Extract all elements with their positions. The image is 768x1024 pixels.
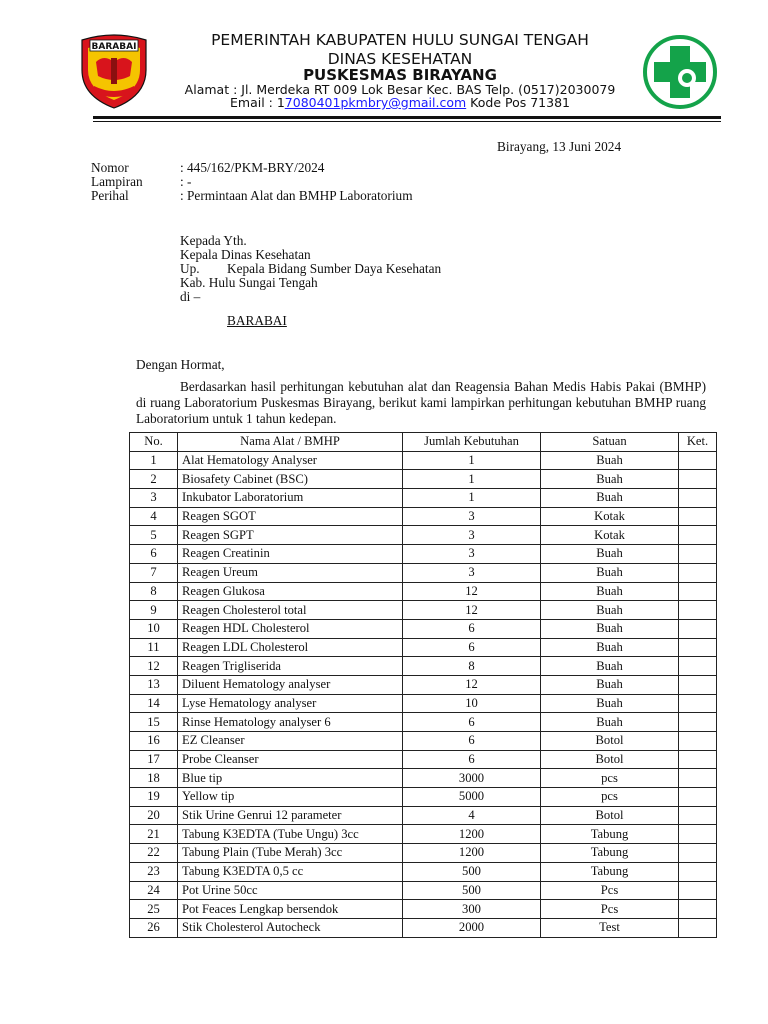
col-qty: Jumlah Kebutuhan bbox=[403, 433, 541, 452]
cell-unit: Buah bbox=[541, 657, 679, 676]
cell-no: 25 bbox=[130, 900, 178, 919]
table-row bbox=[130, 769, 717, 788]
cell-unit: Test bbox=[541, 918, 679, 937]
cell-unit: Kotak bbox=[541, 507, 679, 526]
cell-unit: Buah bbox=[541, 451, 679, 470]
cell-qty: 3000 bbox=[403, 769, 541, 788]
cell-qty: 6 bbox=[403, 732, 541, 751]
postal-code: Kode Pos 71381 bbox=[466, 95, 570, 110]
table-row bbox=[130, 657, 717, 676]
meta-value-nomor: : 445/162/PKM-BRY/2024 bbox=[180, 160, 325, 175]
cell-name: Tabung K3EDTA 0,5 cc bbox=[178, 862, 403, 881]
cell-unit: Buah bbox=[541, 675, 679, 694]
cell-unit: Tabung bbox=[541, 825, 679, 844]
salutation: Dengan Hormat, bbox=[136, 357, 225, 372]
table-row bbox=[130, 862, 717, 881]
cell-qty: 12 bbox=[403, 675, 541, 694]
cell-unit: Pcs bbox=[541, 881, 679, 900]
cell-ket bbox=[679, 788, 717, 807]
cell-qty: 1 bbox=[403, 451, 541, 470]
logo-text: BARABAI bbox=[91, 42, 137, 52]
cell-unit: Buah bbox=[541, 638, 679, 657]
table-row bbox=[130, 844, 717, 863]
cell-name: Lyse Hematology analyser bbox=[178, 694, 403, 713]
cell-unit: Buah bbox=[541, 489, 679, 508]
cell-name: Alat Hematology Analyser bbox=[178, 451, 403, 470]
cell-no: 8 bbox=[130, 582, 178, 601]
cell-name: Blue tip bbox=[178, 769, 403, 788]
meta-value-lampiran: : - bbox=[180, 174, 192, 189]
cell-name: Diluent Hematology analyser bbox=[178, 675, 403, 694]
cell-name: Reagen SGPT bbox=[178, 526, 403, 545]
table-row bbox=[130, 732, 717, 751]
cell-ket bbox=[679, 526, 717, 545]
col-unit: Satuan bbox=[541, 433, 679, 452]
cell-qty: 3 bbox=[403, 563, 541, 582]
cell-ket bbox=[679, 862, 717, 881]
table-row bbox=[130, 619, 717, 638]
table-row bbox=[130, 788, 717, 807]
cell-ket bbox=[679, 470, 717, 489]
cell-ket bbox=[679, 900, 717, 919]
cell-name: Reagen Creatinin bbox=[178, 545, 403, 564]
cell-name: Stik Urine Genrui 12 parameter bbox=[178, 806, 403, 825]
body-paragraph bbox=[136, 379, 706, 427]
cell-qty: 1 bbox=[403, 470, 541, 489]
meta-label-nomor: Nomor bbox=[91, 160, 129, 175]
cell-no: 20 bbox=[130, 806, 178, 825]
table-row bbox=[130, 900, 717, 919]
cell-name: Tabung Plain (Tube Merah) 3cc bbox=[178, 844, 403, 863]
cell-qty: 6 bbox=[403, 619, 541, 638]
cell-qty: 1200 bbox=[403, 844, 541, 863]
table-row bbox=[130, 563, 717, 582]
header-department: DINAS KESEHATAN bbox=[327, 50, 473, 68]
cell-name: Reagen HDL Cholesterol bbox=[178, 619, 403, 638]
cell-no: 17 bbox=[130, 750, 178, 769]
cell-name: Reagen SGOT bbox=[178, 507, 403, 526]
cell-ket bbox=[679, 732, 717, 751]
email-link[interactable]: 7080401pkmbry@gmail.com bbox=[284, 95, 467, 110]
cell-name: Inkubator Laboratorium bbox=[178, 489, 403, 508]
meta-label-perihal: Perihal bbox=[91, 188, 129, 203]
col-ket: Ket. bbox=[679, 433, 717, 452]
table-row bbox=[130, 489, 717, 508]
recipient-line1: Kepada Yth. bbox=[180, 233, 247, 248]
cell-qty: 1200 bbox=[403, 825, 541, 844]
cell-name: Biosafety Cabinet (BSC) bbox=[178, 470, 403, 489]
place-date: Birayang, 13 Juni 2024 bbox=[497, 139, 622, 154]
cell-no: 13 bbox=[130, 675, 178, 694]
cell-no: 19 bbox=[130, 788, 178, 807]
recipient-up-text: Kepala Bidang Sumber Daya Kesehatan bbox=[227, 261, 442, 276]
table-row bbox=[130, 526, 717, 545]
cell-ket bbox=[679, 601, 717, 620]
cell-no: 23 bbox=[130, 862, 178, 881]
cell-ket bbox=[679, 563, 717, 582]
cell-unit: Buah bbox=[541, 619, 679, 638]
cell-ket bbox=[679, 881, 717, 900]
puskesmas-logo bbox=[642, 34, 718, 110]
cell-unit: Buah bbox=[541, 582, 679, 601]
cell-no: 4 bbox=[130, 507, 178, 526]
meta-value-perihal: : Permintaan Alat dan BMHP Laboratorium bbox=[180, 188, 413, 203]
cell-qty: 300 bbox=[403, 900, 541, 919]
cell-ket bbox=[679, 489, 717, 508]
cell-name: Pot Feaces Lengkap bersendok bbox=[178, 900, 403, 919]
cell-unit: pcs bbox=[541, 769, 679, 788]
email-prefix: Email : 1 bbox=[230, 95, 285, 110]
table-row bbox=[130, 750, 717, 769]
col-name: Nama Alat / BMHP bbox=[178, 433, 403, 452]
table-row bbox=[130, 451, 717, 470]
cell-no: 26 bbox=[130, 918, 178, 937]
table-row bbox=[130, 470, 717, 489]
cell-ket bbox=[679, 694, 717, 713]
cell-unit: Buah bbox=[541, 545, 679, 564]
cell-ket bbox=[679, 582, 717, 601]
cell-unit: Buah bbox=[541, 713, 679, 732]
cell-name: Yellow tip bbox=[178, 788, 403, 807]
cell-unit: Tabung bbox=[541, 844, 679, 863]
cell-unit: Buah bbox=[541, 601, 679, 620]
header-divider-thick bbox=[93, 116, 721, 119]
table-row bbox=[130, 507, 717, 526]
items-table bbox=[129, 432, 717, 938]
header-email-line bbox=[160, 95, 640, 110]
cell-no: 15 bbox=[130, 713, 178, 732]
cell-unit: Botol bbox=[541, 750, 679, 769]
cell-ket bbox=[679, 619, 717, 638]
table-row bbox=[130, 806, 717, 825]
cell-no: 12 bbox=[130, 657, 178, 676]
cell-qty: 4 bbox=[403, 806, 541, 825]
cell-no: 18 bbox=[130, 769, 178, 788]
cell-no: 10 bbox=[130, 619, 178, 638]
cell-ket bbox=[679, 675, 717, 694]
cell-no: 5 bbox=[130, 526, 178, 545]
cell-qty: 6 bbox=[403, 638, 541, 657]
body-text: Berdasarkan hasil perhitungan kebutuhan alat dan Reagensia Bahan Medis Habis Pakai (BMHP) di ruang Laboratorium Puskesmas Birayang, berikut kami lampirkan perhitungan kebutuhan BMHP ruang Laboratorium untuk 1 tahun kedepan. bbox=[136, 379, 706, 426]
cell-no: 3 bbox=[130, 489, 178, 508]
cell-unit: Buah bbox=[541, 694, 679, 713]
cell-ket bbox=[679, 451, 717, 470]
cell-name: Probe Cleanser bbox=[178, 750, 403, 769]
cell-unit: Buah bbox=[541, 470, 679, 489]
cell-no: 16 bbox=[130, 732, 178, 751]
table-row bbox=[130, 713, 717, 732]
cell-no: 9 bbox=[130, 601, 178, 620]
cell-unit: Tabung bbox=[541, 862, 679, 881]
cell-unit: Botol bbox=[541, 732, 679, 751]
cell-qty: 500 bbox=[403, 881, 541, 900]
cell-no: 14 bbox=[130, 694, 178, 713]
cell-qty: 6 bbox=[403, 750, 541, 769]
cell-unit: Buah bbox=[541, 563, 679, 582]
cell-ket bbox=[679, 918, 717, 937]
cell-name: Reagen LDL Cholesterol bbox=[178, 638, 403, 657]
cell-name: Reagen Trigliserida bbox=[178, 657, 403, 676]
cell-qty: 8 bbox=[403, 657, 541, 676]
cell-name: Reagen Ureum bbox=[178, 563, 403, 582]
recipient-line5: di – bbox=[180, 289, 201, 304]
cell-no: 6 bbox=[130, 545, 178, 564]
cell-ket bbox=[679, 769, 717, 788]
cell-ket bbox=[679, 657, 717, 676]
table-row bbox=[130, 694, 717, 713]
cell-name: EZ Cleanser bbox=[178, 732, 403, 751]
header-puskesmas: PUSKESMAS BIRAYANG bbox=[303, 66, 497, 84]
cell-no: 24 bbox=[130, 881, 178, 900]
recipient-line2: Kepala Dinas Kesehatan bbox=[180, 247, 311, 262]
cell-qty: 2000 bbox=[403, 918, 541, 937]
cell-ket bbox=[679, 507, 717, 526]
cell-ket bbox=[679, 806, 717, 825]
table-row bbox=[130, 825, 717, 844]
cell-unit: pcs bbox=[541, 788, 679, 807]
table-row bbox=[130, 918, 717, 937]
cell-qty: 500 bbox=[403, 862, 541, 881]
cell-qty: 10 bbox=[403, 694, 541, 713]
cell-no: 1 bbox=[130, 451, 178, 470]
table-row bbox=[130, 545, 717, 564]
regency-logo bbox=[74, 32, 154, 110]
cell-ket bbox=[679, 750, 717, 769]
cell-name: Reagen Cholesterol total bbox=[178, 601, 403, 620]
cell-no: 2 bbox=[130, 470, 178, 489]
cell-unit: Botol bbox=[541, 806, 679, 825]
col-no: No. bbox=[130, 433, 178, 452]
recipient-up-prefix: Up. bbox=[180, 261, 200, 276]
cell-name: Stik Cholesterol Autocheck bbox=[178, 918, 403, 937]
table-row bbox=[130, 638, 717, 657]
meta-label-lampiran: Lampiran bbox=[91, 174, 143, 189]
cell-unit: Pcs bbox=[541, 900, 679, 919]
table-row bbox=[130, 881, 717, 900]
cell-ket bbox=[679, 713, 717, 732]
table-row bbox=[130, 601, 717, 620]
cell-unit: Kotak bbox=[541, 526, 679, 545]
cell-qty: 3 bbox=[403, 545, 541, 564]
cell-qty: 1 bbox=[403, 489, 541, 508]
table-header-row bbox=[130, 433, 717, 452]
cell-no: 22 bbox=[130, 844, 178, 863]
cell-name: Tabung K3EDTA (Tube Ungu) 3cc bbox=[178, 825, 403, 844]
cell-name: Reagen Glukosa bbox=[178, 582, 403, 601]
cell-qty: 12 bbox=[403, 601, 541, 620]
cell-no: 21 bbox=[130, 825, 178, 844]
cell-ket bbox=[679, 638, 717, 657]
cell-no: 7 bbox=[130, 563, 178, 582]
table-row bbox=[130, 582, 717, 601]
header-divider-thin bbox=[93, 121, 721, 122]
cell-ket bbox=[679, 545, 717, 564]
cell-name: Rinse Hematology analyser 6 bbox=[178, 713, 403, 732]
cell-no: 11 bbox=[130, 638, 178, 657]
cell-qty: 3 bbox=[403, 507, 541, 526]
table-row bbox=[130, 675, 717, 694]
cell-qty: 3 bbox=[403, 526, 541, 545]
recipient-line4: Kab. Hulu Sungai Tengah bbox=[180, 275, 318, 290]
header-government: PEMERINTAH KABUPATEN HULU SUNGAI TENGAH bbox=[211, 31, 589, 49]
table-body bbox=[130, 451, 717, 937]
cell-name: Pot Urine 50cc bbox=[178, 881, 403, 900]
cell-ket bbox=[679, 825, 717, 844]
header-address: Alamat : Jl. Merdeka RT 009 Lok Besar Kec. BAS Telp. (0517)2030079 bbox=[184, 82, 616, 97]
cell-qty: 5000 bbox=[403, 788, 541, 807]
cell-qty: 12 bbox=[403, 582, 541, 601]
cell-qty: 6 bbox=[403, 713, 541, 732]
cell-ket bbox=[679, 844, 717, 863]
recipient-city: BARABAI bbox=[227, 313, 287, 328]
